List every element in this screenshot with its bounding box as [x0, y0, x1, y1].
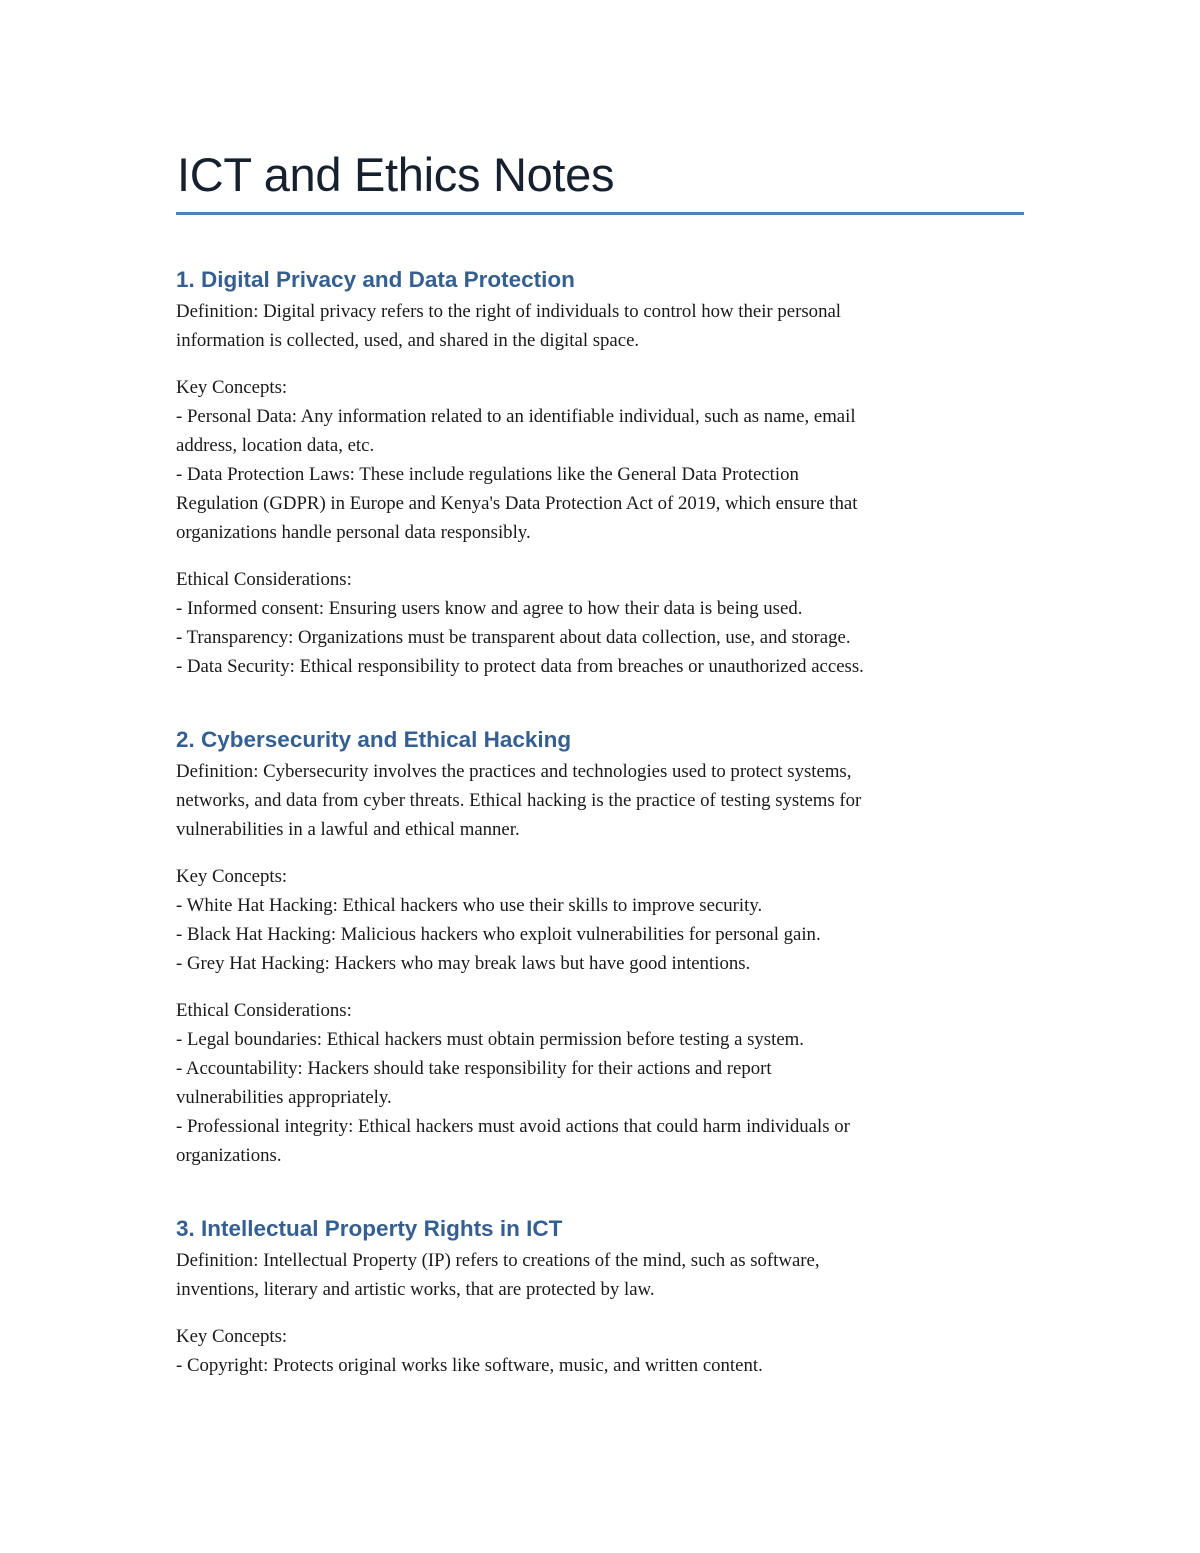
definition-line: information is collected, used, and shared in the digital space.: [176, 330, 640, 351]
section-digital-privacy: [176, 265, 1026, 681]
section-heading: 1. Digital Privacy and Data Protection: [176, 267, 575, 292]
definition-line: Definition: Digital privacy refers to the right of individuals to control how their personal: [176, 301, 842, 322]
document-title: ICT and Ethics Notes: [177, 148, 615, 201]
key-concept-line: - Black Hat Hacking: Malicious hackers who exploit vulnerabilities for personal gain.: [176, 924, 821, 945]
section-heading: 3. Intellectual Property Rights in ICT: [176, 1216, 563, 1241]
definition-line: Definition: Intellectual Property (IP) refers to creations of the mind, such as software,: [176, 1250, 820, 1271]
key-concepts-label: Key Concepts:: [176, 1326, 288, 1347]
definition-line: Definition: Cybersecurity involves the practices and technologies used to protect systems,: [176, 761, 852, 782]
ethical-considerations-label: Ethical Considerations:: [176, 1000, 352, 1021]
key-concepts-label: Key Concepts:: [176, 377, 288, 398]
key-concept-line: address, location data, etc.: [176, 435, 375, 456]
definition-line: vulnerabilities in a lawful and ethical manner.: [176, 819, 520, 840]
ethical-consideration-line: - Professional integrity: Ethical hackers must avoid actions that could harm individuals or: [176, 1116, 850, 1137]
section-cybersecurity: [176, 725, 1026, 1170]
title-underline: [176, 212, 1024, 215]
ethical-consideration-line: - Accountability: Hackers should take responsibility for their actions and report: [176, 1058, 772, 1079]
ethical-consideration-line: - Legal boundaries: Ethical hackers must obtain permission before testing a system.: [176, 1029, 804, 1050]
section-heading: 2. Cybersecurity and Ethical Hacking: [176, 727, 572, 752]
key-concept-line: Regulation (GDPR) in Europe and Kenya's Data Protection Act of 2019, which ensure that: [176, 493, 858, 514]
key-concept-line: - Grey Hat Hacking: Hackers who may break laws but have good intentions.: [176, 953, 751, 974]
key-concept-line: organizations handle personal data responsibly.: [176, 522, 531, 543]
ethical-consideration-line: organizations.: [176, 1145, 282, 1166]
ethical-consideration-line: - Transparency: Organizations must be transparent about data collection, use, and storage.: [176, 627, 851, 648]
ethical-consideration-line: vulnerabilities appropriately.: [176, 1087, 392, 1108]
definition-line: inventions, literary and artistic works, that are protected by law.: [176, 1279, 655, 1300]
key-concept-line: - Data Protection Laws: These include regulations like the General Data Protection: [176, 464, 799, 485]
document-content: [176, 142, 1026, 1380]
ethical-considerations-label: Ethical Considerations:: [176, 569, 352, 590]
ethical-consideration-line: - Data Security: Ethical responsibility to protect data from breaches or unauthorized access.: [176, 656, 864, 677]
section-intellectual-property: [176, 1214, 1026, 1380]
key-concept-line: - Copyright: Protects original works like software, music, and written content.: [176, 1355, 763, 1376]
ethical-consideration-line: - Informed consent: Ensuring users know and agree to how their data is being used.: [176, 598, 803, 619]
key-concepts-label: Key Concepts:: [176, 866, 288, 887]
definition-line: networks, and data from cyber threats. Ethical hacking is the practice of testing systems for: [176, 790, 862, 811]
key-concept-line: - Personal Data: Any information related to an identifiable individual, such as name, email: [176, 406, 856, 427]
key-concept-line: - White Hat Hacking: Ethical hackers who use their skills to improve security.: [176, 895, 763, 916]
